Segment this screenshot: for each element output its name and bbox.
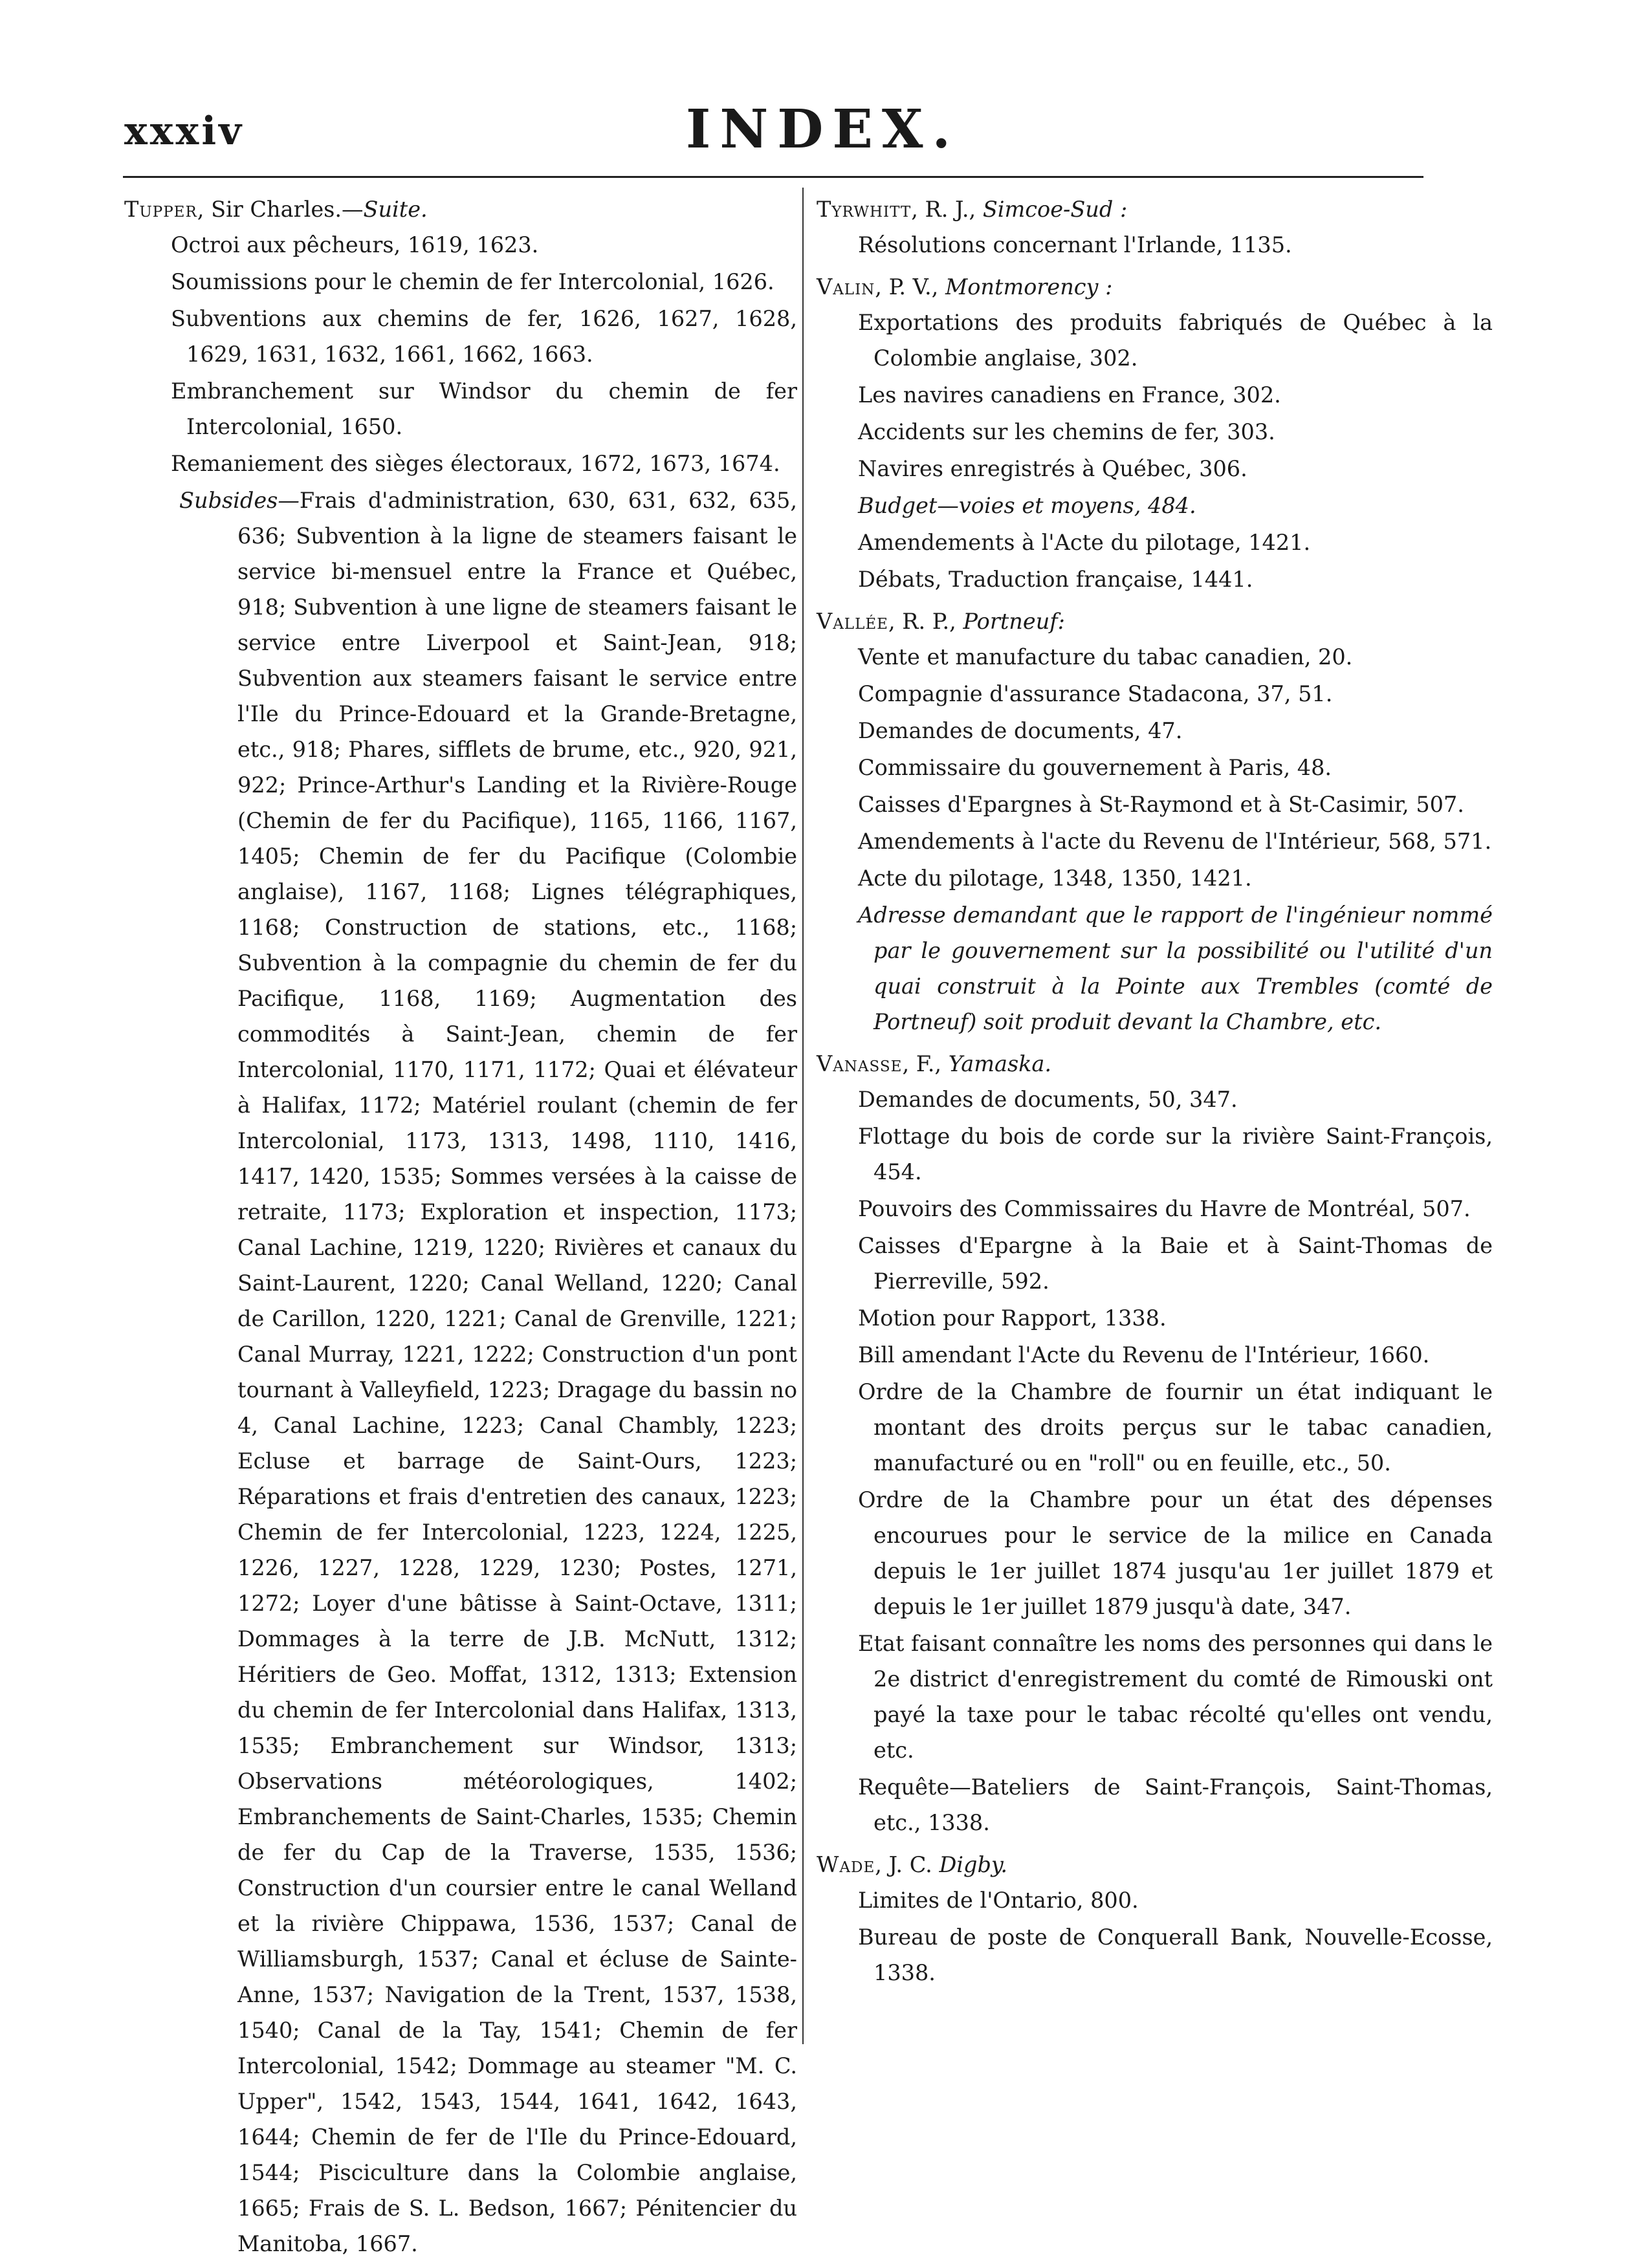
entry-item: Navires enregistrés à Québec, 306.: [858, 456, 1247, 481]
entry-item: Exportations des produits fabriqués de Québec à la Colombie anglaise, 302.: [858, 310, 1493, 371]
right-column: [817, 191, 1493, 1997]
entry-item: Adresse demandant que le rapport de l'ingénieur nommé par le gouvernement sur la possibilité ou l'utilité d'un quai construit à la Pointe aux Trembles (comté de Portneuf) soit produit devant la Chambre, etc.: [858, 902, 1493, 1034]
entry-item: Motion pour Rapport, 1338.: [858, 1305, 1167, 1331]
entry-item: Caisses d'Epargnes à St-Raymond et à St-Casimir, 507.: [858, 792, 1464, 817]
entry-item: Compagnie d'assurance Stadacona, 37, 51.: [858, 681, 1333, 706]
entry-given-name: , R. P.,: [888, 609, 963, 634]
index-entry-tupper: [124, 191, 797, 2262]
entry-item: Amendements à l'Acte du pilotage, 1421.: [858, 530, 1311, 555]
entry-heading: [124, 191, 797, 227]
entry-item: Demandes de documents, 47.: [858, 718, 1183, 743]
entry-item: Les navires canadiens en France, 302.: [858, 382, 1281, 408]
subsides-text: Frais d'administration, 630, 631, 632, 635, 636; Subvention à la ligne de steamers faisant le service bi-mensuel entre la France et Québec, 918; Subvention à une ligne de steamers faisant le service entre Liverpool et Saint-Jean, 918; Subvention aux steamers faisant le service entre l'Ile du Prince-Edouard et la Grande-Bretagne, etc., 918; Phares, sifflets de brume, etc., 920, 921, 922; Prince-Arthur's Landing et la Rivière-Rouge (Chemin de fer du Pacifique), 1165, 1166, 1167, 1405; Chemin de fer du Pacifique (Colombie anglaise), 1167, 1168; Lignes télégraphiques, 1168; Construction de stations, etc., 1168; Subvention à la compagnie du chemin de fer du Pacifique, 1168, 1169; Augmentation des commodités à Saint-Jean, chemin de fer Intercolonial, 1170, 1171, 1172; Quai et élévateur à Halifax, 1172; Matériel roulant (chemin de fer Intercolonial, 1173, 1313, 1498, 1110, 1416, 1417, 1420, 1535; Sommes versées à la caisse de retraite, 1173; Exploration et inspection, 1173; Canal Lachine, 1219, 1220; Rivières et canaux du Saint-Laurent, 1220; Canal Welland, 1220; Canal de Carillon, 1220, 1221; Canal de Grenville, 1221; Canal Murray, 1221, 1222; Construction d'un pont tournant à Valleyfield, 1223; Dragage du bassin no 4, Canal Lachine, 1223; Canal Chambly, 1223; Ecluse et barrage de Saint-Ours, 1223; Réparations et frais d'entretien des canaux, 1223; Chemin de fer Intercolonial, 1223, 1224, 1225, 1226, 1227, 1228, 1229, 1230; Postes, 1271, 1272; Loyer d'une bâtisse à Saint-Octave, 1311; Dommages à la terre de J.B. McNutt, 1312; Héritiers de Geo. Moffat, 1312, 1313; Extension du chemin de fer Intercolonial dans Halifax, 1313, 1535; Embranchement sur Windsor, 1313; Observations météorologiques, 1402; Embranchements de Saint-Charles, 1535; Chemin de fer du Cap de la Traverse, 1535, 1536; Construction d'un coursier entre le canal Welland et la rivière Chippawa, 1536, 1537; Canal de Williamsburgh, 1537; Canal et écluse de Sainte-Anne, 1537; Navigation de la Trent, 1537, 1538, 1540; Canal de la Tay, 1541; Chemin de fer Intercolonial, 1542; Dommage au steamer "M. C. Upper", 1542, 1543, 1544, 1641, 1642, 1643, 1644; Chemin de fer de l'Ile du Prince-Edouard, 1544; Pisciculture dans la Colombie anglaise, 1665; Frais de S. L. Bedson, 1667; Pénitencier du Manitoba, 1667.: [237, 488, 797, 2256]
entry-continuation: Suite.: [363, 197, 428, 222]
entry-item: Accidents sur les chemins de fer, 303.: [858, 419, 1275, 444]
entry-item: Soumissions pour le chemin de fer Intercolonial, 1626.: [171, 269, 775, 294]
entry-item: Limites de l'Ontario, 800.: [858, 1888, 1139, 1913]
entry-item: Acte du pilotage, 1348, 1350, 1421.: [858, 866, 1252, 891]
entry-item: Subventions aux chemins de fer, 1626, 1627, 1628, 1629, 1631, 1632, 1661, 1662, 1663.: [171, 306, 797, 367]
entry-riding: Yamaska.: [948, 1051, 1052, 1076]
index-entry-vanasse: [817, 1046, 1493, 1840]
page-number: xxxiv: [124, 109, 244, 154]
entry-item: Demandes de documents, 50, 347.: [858, 1087, 1238, 1112]
entry-given-name: , F.,: [902, 1051, 949, 1076]
entry-heading: [817, 1847, 1493, 1882]
entry-item: Flottage du bois de corde sur la rivière Saint-François, 454.: [858, 1124, 1493, 1184]
entry-item: Caisses d'Epargne à la Baie et à Saint-Thomas de Pierreville, 592.: [858, 1233, 1493, 1294]
index-entry-tyrwhitt: [817, 191, 1493, 263]
entry-item: Commissaire du gouvernement à Paris, 48.: [858, 755, 1332, 780]
entry-item: Ordre de la Chambre pour un état des dépenses encourues pour le service de la milice en Canada depuis le 1er juillet 1874 jusqu'au 1er juillet 1879 et depuis le 1er juillet 1879 jusqu'à date, 347.: [858, 1487, 1493, 1619]
entry-heading: [817, 191, 1493, 227]
entry-item: Vente et manufacture du tabac canadien, 20.: [858, 644, 1353, 670]
entry-item: Bureau de poste de Conquerall Bank, Nouvelle-Ecosse, 1338.: [858, 1925, 1493, 1985]
entry-surname: Wade: [817, 1852, 875, 1877]
entry-surname: Valin: [817, 274, 875, 300]
entry-riding: Digby.: [939, 1852, 1008, 1877]
entry-heading: [817, 604, 1493, 639]
left-column: [124, 191, 797, 2268]
index-entry-valin: [817, 269, 1493, 597]
entry-item: Budget—voies et moyens, 484.: [858, 493, 1196, 518]
entry-riding: Montmorency :: [945, 274, 1113, 300]
subsides-label: Subsides—: [179, 488, 300, 513]
entry-item: Etat faisant connaître les noms des personnes qui dans le 2e district d'enregistrement du comté de Rimouski ont payé la taxe pour le tabac récolté qu'elles ont vendu, etc.: [858, 1631, 1493, 1763]
entry-surname: Vanasse: [817, 1051, 903, 1076]
column-divider: [802, 188, 804, 2044]
entry-given-name: , P. V.,: [875, 274, 945, 300]
entry-item: Ordre de la Chambre de fournir un état indiquant le montant des droits perçus sur le tabac canadien, manufacturé ou en "roll" ou en feuille, etc., 50.: [858, 1379, 1493, 1476]
index-entry-vallee: [817, 604, 1493, 1040]
entry-item: Remaniement des sièges électoraux, 1672, 1673, 1674.: [171, 451, 780, 476]
entry-item: Amendements à l'acte du Revenu de l'Intérieur, 568, 571.: [858, 829, 1492, 854]
entry-heading: [817, 1046, 1493, 1082]
header-rule: [123, 176, 1423, 178]
page-title: INDEX.: [686, 98, 960, 160]
entry-item: Requête—Bateliers de Saint-François, Saint-Thomas, etc., 1338.: [858, 1774, 1493, 1835]
entry-given-name: , R. J.,: [911, 197, 983, 222]
entry-item: Embranchement sur Windsor du chemin de fer Intercolonial, 1650.: [171, 378, 797, 439]
entry-item: Octroi aux pêcheurs, 1619, 1623.: [171, 232, 539, 257]
entry-surname: Tupper: [124, 197, 197, 222]
entry-item: Bill amendant l'Acte du Revenu de l'Intérieur, 1660.: [858, 1342, 1430, 1368]
entry-riding: Simcoe-Sud :: [982, 197, 1128, 222]
entry-surname: Tyrwhitt: [817, 197, 912, 222]
entry-surname: Vallée: [817, 609, 888, 634]
entry-item-subsides: [124, 483, 797, 2262]
entry-given-name: , J. C.: [875, 1852, 939, 1877]
entry-given-name: , Sir Charles.—: [197, 197, 364, 222]
entry-item: Pouvoirs des Commissaires du Havre de Montréal, 507.: [858, 1196, 1471, 1221]
entry-riding: Portneuf:: [963, 609, 1065, 634]
entry-heading: [817, 269, 1493, 305]
entry-item: Résolutions concernant l'Irlande, 1135.: [858, 232, 1292, 257]
index-entry-wade: [817, 1847, 1493, 1990]
entry-item: Débats, Traduction française, 1441.: [858, 567, 1253, 592]
